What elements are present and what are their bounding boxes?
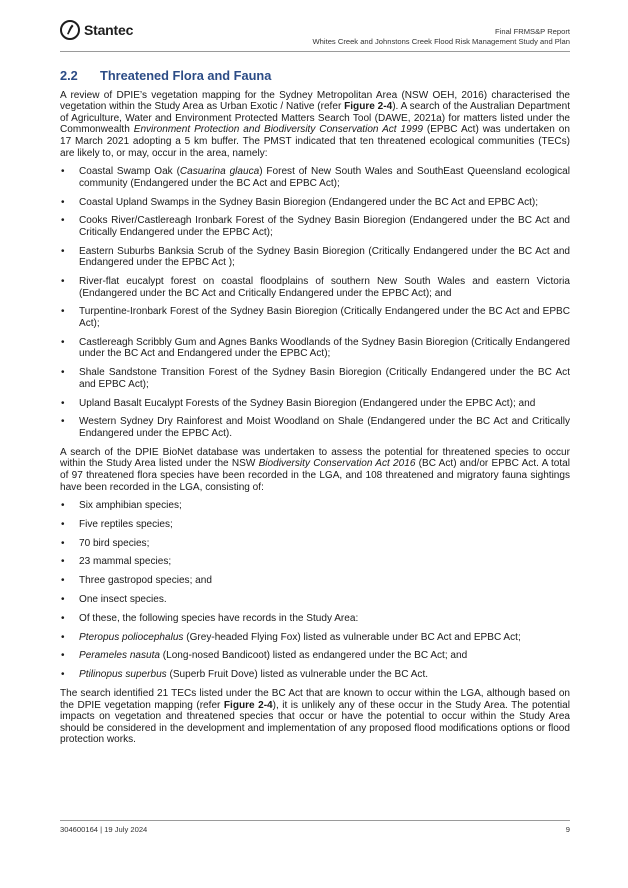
- footer-row: [60, 825, 570, 834]
- list-text: (Grey-headed Flying Fox) listed as vulnerable under BC Act and EPBC Act;: [183, 631, 521, 643]
- intro-paragraph: [60, 90, 570, 160]
- page-footer: [60, 820, 570, 834]
- closing-text-b: ), it is unlikely any of these occur in the Study Area. The potential impacts on vegetation and threatened species that occur or have the potential to occur within the Study Area should be considered in the development and implementation of any proposed flood modifications options or flood protection works.: [60, 699, 570, 746]
- bionet-text-b: (BC Act) and/or EPBC Act. A total of 97 threatened flora species have been recorded in the LGA, and 108 threatened and migratory fauna sightings have been recorded in the LGA, consisting of:: [60, 458, 570, 493]
- scientific-name: Pteropus poliocephalus: [79, 631, 184, 643]
- report-header-text: [313, 27, 570, 46]
- bullet: •: [61, 276, 65, 288]
- bullet: •: [61, 518, 65, 530]
- list-text: (Long-nosed Bandicoot) listed as endangered under the BC Act; and: [159, 650, 468, 662]
- page-header: [0, 0, 628, 60]
- list-text: Three gastropod species; and: [79, 575, 212, 587]
- scientific-name: Casuarina glauca: [179, 166, 260, 178]
- figure-reference: Figure 2-4: [223, 699, 273, 711]
- list-item: [60, 367, 570, 390]
- bullet: •: [61, 367, 65, 379]
- list-item: [60, 246, 570, 269]
- bullet: •: [61, 537, 65, 549]
- list-text: Six amphibian species;: [79, 500, 182, 512]
- bullet: •: [61, 416, 65, 428]
- intro-text-a: A review of DPIE’s vegetation mapping for the Sydney Metropolitan Area (NSW OEH, 2016) characterised the vegetation within the Study Area as Urban Exotic / Native (refer: [60, 89, 570, 113]
- bullet: •: [61, 245, 65, 257]
- intro-text-b: ). A search of the Australian Department of Agriculture, Water and Environment Protected Matters Search Tool (DAWE, 2021a) for matters listed under the Commonwealth: [60, 101, 571, 136]
- bullet: •: [61, 669, 65, 681]
- bullet: •: [61, 631, 65, 643]
- list-item: [60, 575, 570, 587]
- list-text: Western Sydney Dry Rainforest and Moist Woodland on Shale (Endangered under the BC Act and Critically Endangered under the EPBC Act).: [79, 416, 570, 439]
- stantec-logo: [60, 20, 133, 40]
- act-name: Biodiversity Conservation Act 2016: [258, 458, 416, 470]
- act-name: Environment Protection and Biodiversity Conservation Act 1999: [133, 124, 423, 136]
- list-text: Shale Sandstone Transition Forest of the Sydney Basin Bioregion (Critically Endangered under the BC Act and EPBC Act);: [79, 367, 570, 390]
- list-text: Upland Basalt Eucalypt Forests of the Sydney Basin Bioregion (Endangered under the EPBC Act); and: [79, 397, 536, 409]
- scientific-name: Perameles nasuta: [79, 650, 160, 662]
- list-item: [60, 166, 570, 189]
- header-divider: [60, 51, 570, 52]
- section-title: Threatened Flora and Fauna: [100, 68, 272, 83]
- list-text: (Superb Fruit Dove) listed as vulnerable under the BC Act.: [166, 669, 429, 681]
- list-item: [60, 669, 570, 681]
- list-text: Castlereagh Scribbly Gum and Agnes Banks Woodlands of the Sydney Basin Bioregion (Critically Endangered under the BC Act and Endangered under the EPBC Act);: [79, 336, 570, 360]
- bullet: •: [61, 575, 65, 587]
- list-item: [60, 215, 570, 238]
- list-text: Of these, the following species have records in the Study Area:: [79, 612, 359, 624]
- page-number: 9: [565, 825, 570, 834]
- list-text: Cooks River/Castlereagh Ironbark Forest of the Sydney Basin Bioregion (Endangered under the BC Act and Critically Endangered under the EPBC Act);: [79, 215, 570, 238]
- document-reference: 304600164 | 19 July 2024: [60, 825, 148, 834]
- list-item: [60, 556, 570, 568]
- bullet: •: [61, 556, 65, 568]
- stantec-logo-icon: [60, 20, 80, 40]
- bionet-text-a: A search of the DPIE BioNet database was undertaken to assess the potential for threatened species to occur within the Study Area listed under the NSW: [60, 446, 570, 470]
- list-text: One insect species.: [79, 594, 167, 605]
- bullet: •: [61, 397, 65, 409]
- bionet-paragraph: [60, 447, 570, 493]
- section-number: 2.2: [60, 68, 78, 83]
- list-text: 23 mammal species;: [79, 556, 172, 568]
- scientific-name: Ptilinopus superbus: [79, 669, 167, 681]
- intro-text-c: (EPBC Act) was undertaken on 17 March 2021 adopting a 5 km buffer. The PMST indicated that ten threatened ecological communities (TECs) are likely to, or may, occur in the area, namely:: [60, 124, 570, 159]
- footer-divider: [60, 820, 570, 821]
- list-text: Coastal Swamp Oak (: [79, 166, 180, 178]
- brand-name: Stantec: [84, 22, 134, 38]
- list-item: [60, 276, 570, 299]
- list-text: 70 bird species;: [79, 537, 150, 549]
- list-item: [60, 519, 570, 531]
- list-item: [60, 594, 570, 606]
- bullet: •: [61, 594, 65, 605]
- bullet: •: [61, 650, 65, 662]
- list-item: [60, 306, 570, 329]
- list-text: ) Forest of New South Wales and SouthEast Queensland ecological community (Endangered under the BC Act and EPBC Act);: [79, 166, 570, 189]
- list-text: Eastern Suburbs Banksia Scrub of the Sydney Basin Bioregion (Critically Endangered under the BC Act and Endangered under the EPBC Act );: [79, 245, 570, 269]
- main-content: [60, 70, 570, 753]
- bullet: •: [61, 215, 65, 227]
- report-subtitle: Whites Creek and Johnstons Creek Flood Risk Management Study and Plan: [312, 36, 570, 46]
- bullet: •: [61, 500, 65, 512]
- fauna-list: [60, 500, 570, 681]
- list-item: [60, 538, 570, 550]
- list-item: [60, 650, 570, 662]
- list-item: [60, 337, 570, 360]
- list-text: River-flat eucalypt forest on coastal floodplains of southern New South Wales and eastern Victoria (Endangered under the BC Act and Critically Endangered under the EPBC Act); and: [79, 276, 570, 299]
- list-item: [60, 398, 570, 410]
- list-text: Turpentine-Ironbark Forest of the Sydney Basin Bioregion (Critically Endangered under the BC Act and EPBC Act);: [79, 306, 570, 330]
- bullet: •: [61, 612, 65, 624]
- section-heading: [60, 70, 570, 82]
- list-item: [60, 197, 570, 209]
- bullet: •: [61, 166, 65, 178]
- list-item: [60, 500, 570, 512]
- bullet: •: [61, 196, 65, 208]
- list-item: [60, 416, 570, 439]
- list-text: Five reptiles species;: [79, 518, 173, 530]
- closing-text-a: The search identified 21 TECs listed under the BC Act that are known to occur within the LGA, although based on the DPIE vegetation mapping (refer: [60, 687, 570, 711]
- closing-paragraph: [60, 688, 570, 746]
- report-title: Final FRMS&P Report: [495, 27, 570, 36]
- bullet: •: [61, 336, 65, 348]
- bullet: •: [61, 306, 65, 318]
- list-item: [60, 632, 570, 644]
- tec-list: [60, 166, 570, 439]
- figure-reference: Figure 2-4: [344, 101, 393, 113]
- list-item: [60, 613, 570, 625]
- list-text: Coastal Upland Swamps in the Sydney Basin Bioregion (Endangered under the BC Act and EPBC Act);: [79, 196, 539, 208]
